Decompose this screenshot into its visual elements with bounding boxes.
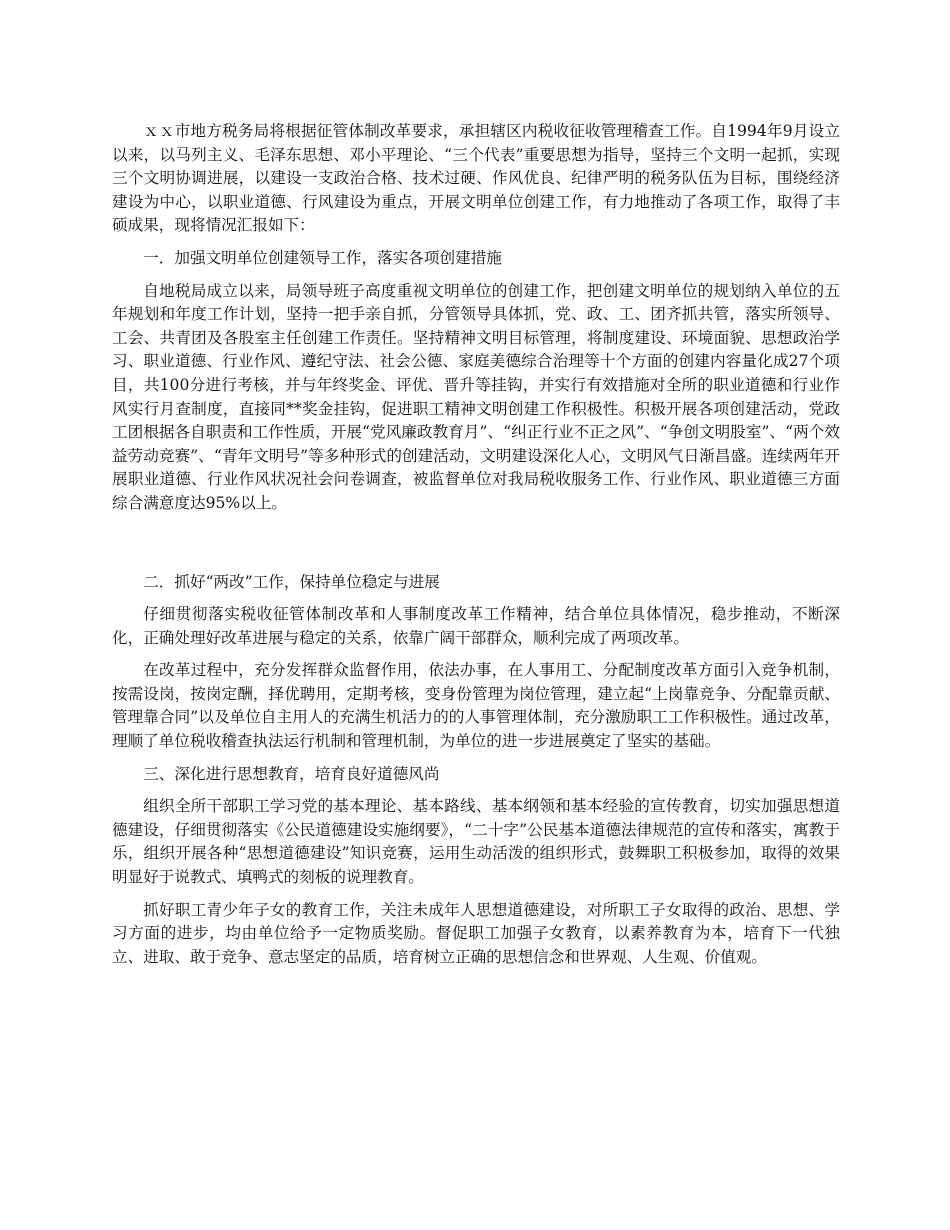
section-3-heading: 三、深化进行思想教育，培育良好道德风尚	[143, 764, 440, 783]
section-1-heading: 一．加强文明单位创建领导工作，落实各项创建措施	[143, 248, 502, 267]
section-2-paragraph-1: 仔细贯彻落实税收征管体制改革和人事制度改革工作精神，结合单位具体情况，稳步推动，不断深化，正确处理好改革进展与稳定的关系，依靠广阔干部群众，顺利完成了两项改革。	[112, 605, 840, 647]
section-2-paragraph-2: 在改革过程中，充分发挥群众监督作用，依法办事，在人事用工、分配制度改革方面引入竞争机制，按需设岗，按岗定酬，择优聘用，定期考核，变身份管理为岗位管理，建立起“上岗靠竞争、分配靠贡献、管理靠合同”以及单位自主用人的充满生机活力的的人事管理体制，充分激励职工工作积极性。通过改革，理顺了单位税收稽查执法运行机制和管理机制，为单位的进一步进展奠定了坚实的基础。	[112, 661, 840, 751]
section-2-heading: 二．抓好“两改”工作，保持单位稳定与进展	[143, 572, 440, 591]
section-1-paragraph-1: 自地税局成立以来，局领导班子高度重视文明单位的创建工作，把创建文明单位的规划纳入单位的五年规划和年度工作计划，坚持一把手亲自抓，分管领导具体抓，党、政、工、团齐抓共管，落实所领导、工会、共青团及各股室主任创建工作责任。坚持精神文明目标管理，将制度建设、环境面貌、思想政治学习、职业道德、行业作风、遵纪守法、社会公德、家庭美德综合治理等十个方面的创建内容量化成27个项目，共100分进行考核，并与年终奖金、评优、晋升等挂钩，并实行有效措施对全所的职业道德和行业作风实行月查制度，直接同**奖金挂钩，促进职工精神文明创建工作积极性。积极开展各项创建活动，党政工团根据各自职责和工作性质，开展“党风廉政教育月”、“纠正行业不正之风”、“争创文明股室”、“两个效益劳动竞赛”、“青年文明号”等多种形式的创建活动，文明建设深化人心，文明风气日渐昌盛。连续两年开展职业道德、行业作风状况社会问卷调查，被监督单位对我局税收服务工作、行业作风、职业道德三方面综合满意度达95%以上。	[112, 281, 840, 512]
intro-paragraph: ｘｘ市地方税务局将根据征管体制改革要求，承担辖区内税收征收管理稽查工作。自1994年9月设立以来，以马列主义、毛泽东思想、邓小平理论、“三个代表”重要思想为指导，坚持三个文明一起抓，实现三个文明协调进展，以建设一支政治合格、技术过硬、作风优良、纪律严明的税务队伍为目标，围绕经济建设为中心，以职业道德、行风建设为重点，开展文明单位创建工作，有力地推动了各项工作，取得了丰硕成果，现将情况汇报如下：	[112, 122, 840, 235]
section-3-paragraph-1: 组织全所干部职工学习党的基本理论、基本路线、基本纲领和基本经验的宣传教育，切实加强思想道德建设，仔细贯彻落实《公民道德建设实施纲要》，“二十字”公民基本道德法律规范的宣传和落实，寓教于乐，组织开展各种“思想道德建设”知识竞赛，运用生动活泼的组织形式，鼓舞职工积极参加，取得的效果明显好于说教式、填鸭式的刻板的说理教育。	[112, 797, 840, 887]
section-3-paragraph-2: 抓好职工青少年子女的教育工作，关注未成年人思想道德建设，对所职工子女取得的政治、思想、学习方面的进步，均由单位给予一定物质奖励。督促职工加强子女教育，以素养教育为本，培育下一代独立、进取、敢于竞争、意志坚定的品质，培育树立正确的思想信念和世界观、人生观、价值观。	[112, 900, 840, 966]
blank-gap	[112, 525, 840, 571]
document-page	[112, 120, 840, 978]
